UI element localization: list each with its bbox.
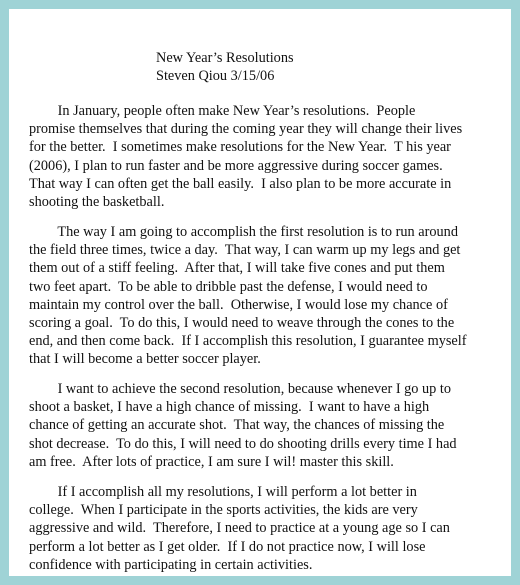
paragraph-line: That way I can often get the ball easily. I also plan to be more accurate in bbox=[29, 175, 452, 192]
paragraph-first-resolution bbox=[29, 223, 499, 369]
document-page bbox=[9, 9, 511, 576]
paragraph-line: perform a lot better as I get older. If I do not practice now, I will lose bbox=[29, 538, 426, 555]
paragraph-line: chance of getting an accurate shot. That way, the chances of missing the bbox=[29, 417, 445, 434]
paragraph-line: end, and then come back. If I accomplish this resolution, I guarantee myself bbox=[29, 333, 467, 350]
paragraph-line: shooting the basketball. bbox=[29, 194, 165, 211]
document-title: New Year’s Resolutions bbox=[156, 50, 294, 66]
document-heading bbox=[156, 49, 294, 85]
paragraph-line: am free. After lots of practice, I am sure I wil! master this skill. bbox=[29, 453, 394, 470]
paragraph-line: shoot a basket, I have a high chance of missing. I want to have a high bbox=[29, 399, 430, 416]
paragraph-line: the field three times, twice a day. That way, I can warm up my legs and get bbox=[29, 242, 461, 259]
paragraph-second-resolution bbox=[29, 380, 499, 471]
paragraph-line: for the better. I sometimes make resolutions for the New Year. T his year bbox=[29, 139, 451, 156]
paragraph-line: In January, people often make New Year’s resolutions. People bbox=[29, 103, 416, 119]
paragraph-line: shot decrease. To do this, I will need to do shooting drills every time I had bbox=[29, 435, 457, 452]
paragraph-line: (2006), I plan to run faster and be more aggressive during soccer games. bbox=[29, 157, 443, 174]
paragraph-line: maintain my control over the ball. Otherwise, I would lose my chance of bbox=[29, 296, 448, 313]
paragraph-line: confidence with participating in certain activities. bbox=[29, 556, 313, 573]
paragraph-line: scoring a goal. To do this, I would need to weave through the cones to the bbox=[29, 315, 455, 332]
paragraph-line: I want to achieve the second resolution, because whenever I go up to bbox=[29, 381, 452, 397]
paragraph-line: that I will become a better soccer player. bbox=[29, 351, 261, 368]
paragraph-line: The way I am going to accomplish the first resolution is to run around bbox=[29, 224, 458, 240]
paragraph-line: college. When I participate in the sports activities, the kids are very bbox=[29, 502, 418, 519]
paragraph-line: aggressive and wild. Therefore, I need to practice at a young age so I can bbox=[29, 520, 450, 537]
document-byline: Steven Qiou 3/15/06 bbox=[156, 68, 275, 85]
paragraph-line: two feet apart. To be able to dribble past the defense, I would need to bbox=[29, 278, 428, 295]
paragraph-line: promise themselves that during the coming year they will change their lives bbox=[29, 121, 463, 138]
paragraph-conclusion bbox=[29, 483, 499, 574]
paragraph-line: them out of a stiff feeling. After that, I will take five cones and put them bbox=[29, 260, 445, 277]
paragraph-intro bbox=[29, 102, 499, 211]
paragraph-line: If I accomplish all my resolutions, I will perform a lot better in bbox=[29, 484, 417, 500]
